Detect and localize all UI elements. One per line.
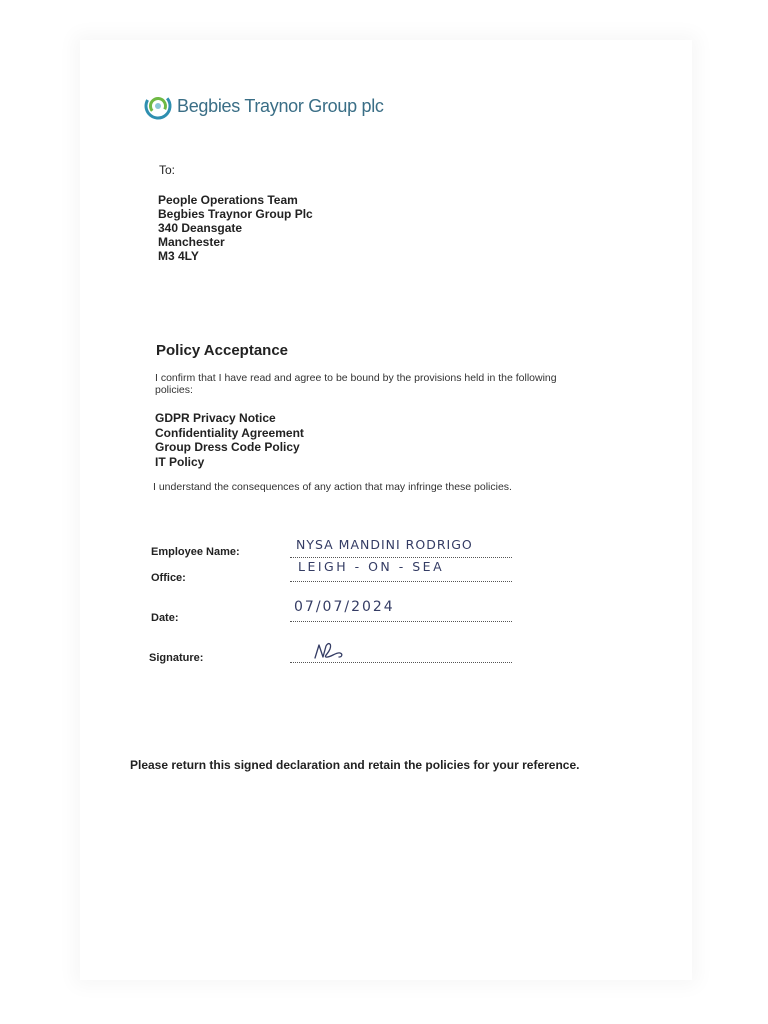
address-line: Manchester (158, 235, 225, 249)
policy-item: Group Dress Code Policy (155, 440, 300, 454)
address-line: 340 Deansgate (158, 221, 243, 235)
employee-name-field[interactable] (290, 535, 512, 558)
to-label: To: (159, 163, 176, 177)
document-page (80, 40, 692, 980)
address-line: People Operations Team (158, 193, 298, 207)
logo-text: Begbies Traynor Group plc (177, 95, 384, 116)
policy-item: IT Policy (155, 454, 205, 469)
employee-name-value: NYSA MANDINI RODRIGO (296, 537, 473, 552)
company-logo (143, 91, 384, 121)
consequences-text: I understand the consequences of any action that may infringe these policies. (153, 481, 512, 493)
intro-text: I confirm that I have read and agree to be bound by the provisions held in the following policies: (155, 372, 557, 396)
swirl-logo-icon (143, 91, 173, 121)
office-field[interactable] (290, 559, 512, 582)
date-label: Date: (151, 612, 179, 624)
office-value: LEIGH - ON - SEA (298, 559, 445, 574)
policy-item: GDPR Privacy Notice (155, 411, 276, 425)
employee-name-label: Employee Name: (151, 546, 240, 558)
date-field[interactable] (290, 599, 512, 622)
policy-list (155, 411, 304, 469)
signature-field[interactable] (290, 640, 512, 663)
handwritten-signature (312, 640, 346, 662)
signature-label: Signature: (149, 652, 204, 664)
return-instructions: Please return this signed declaration and retain the policies for your reference. (130, 758, 580, 772)
address-line: Begbies Traynor Group Plc (158, 207, 313, 221)
address-line: M3 4LY (158, 249, 199, 263)
office-label: Office: (151, 572, 186, 584)
section-title: Policy Acceptance (156, 342, 289, 359)
date-value: 07/07/2024 (294, 599, 395, 615)
policy-item: Confidentiality Agreement (155, 425, 304, 440)
recipient-address (158, 193, 313, 263)
